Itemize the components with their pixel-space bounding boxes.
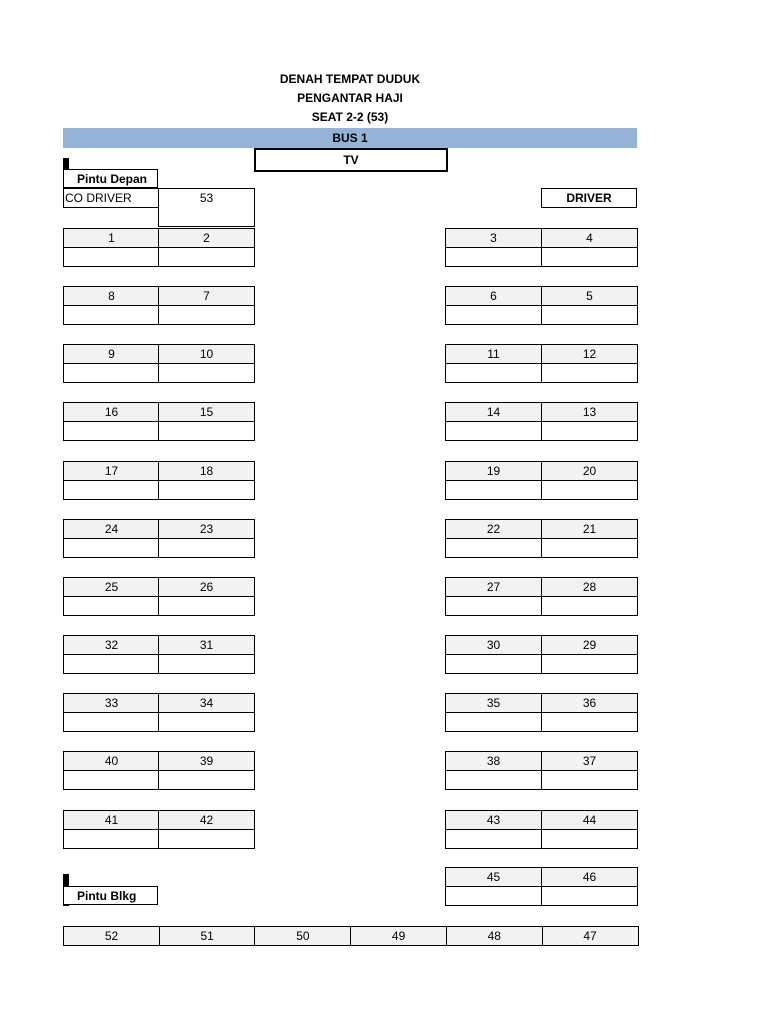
seat-name-field[interactable] xyxy=(63,829,160,849)
seat-name-field[interactable] xyxy=(445,363,542,383)
seat-name-field[interactable] xyxy=(63,596,160,616)
seat-number: 35 xyxy=(445,693,542,713)
back-seat-number[interactable]: 50 xyxy=(254,926,351,946)
seat-number: 37 xyxy=(541,751,638,771)
seat-name-field[interactable] xyxy=(63,538,160,558)
seat-name-field[interactable] xyxy=(158,247,255,267)
seat-number: 10 xyxy=(158,344,255,364)
seat-number: 15 xyxy=(158,402,255,422)
seat-name-field[interactable] xyxy=(445,480,542,500)
seat-name-field[interactable] xyxy=(158,538,255,558)
seat-name-field[interactable] xyxy=(63,480,160,500)
seat-number: 21 xyxy=(541,519,638,539)
seat-name-field[interactable] xyxy=(158,421,255,441)
seat-number: 40 xyxy=(63,751,160,771)
seat-name-field[interactable] xyxy=(158,305,255,325)
seat-number: 2 xyxy=(158,228,255,248)
seat-name-field[interactable] xyxy=(445,829,542,849)
seat-name-field[interactable] xyxy=(541,538,638,558)
seat-name-field[interactable] xyxy=(541,712,638,732)
bus-label: BUS 1 xyxy=(63,128,637,148)
seat-name-field[interactable] xyxy=(541,421,638,441)
seat-number: 44 xyxy=(541,810,638,830)
seat-number: 13 xyxy=(541,402,638,422)
seat-name-field[interactable] xyxy=(541,247,638,267)
seat-number: 16 xyxy=(63,402,160,422)
seat-name-field[interactable] xyxy=(158,480,255,500)
seat-number: 8 xyxy=(63,286,160,306)
seat-name-field[interactable] xyxy=(541,886,638,906)
seat-number: 22 xyxy=(445,519,542,539)
seat-number: 25 xyxy=(63,577,160,597)
seat-number: 27 xyxy=(445,577,542,597)
seat-name-field[interactable] xyxy=(541,654,638,674)
seat-53-name[interactable] xyxy=(158,207,255,227)
seat-number: 20 xyxy=(541,461,638,481)
seat-name-field[interactable] xyxy=(63,363,160,383)
seat-number: 4 xyxy=(541,228,638,248)
seat-name-field[interactable] xyxy=(445,770,542,790)
seat-name-field[interactable] xyxy=(445,654,542,674)
seat-name-field[interactable] xyxy=(445,596,542,616)
back-seat-number[interactable]: 51 xyxy=(159,926,256,946)
seat-number: 36 xyxy=(541,693,638,713)
seat-number: 24 xyxy=(63,519,160,539)
seat-name-field[interactable] xyxy=(445,538,542,558)
seat-number: 33 xyxy=(63,693,160,713)
seat-number: 31 xyxy=(158,635,255,655)
seat-name-field[interactable] xyxy=(541,480,638,500)
seat-name-field[interactable] xyxy=(63,247,160,267)
seat-name-field[interactable] xyxy=(541,363,638,383)
seat-name-field[interactable] xyxy=(445,247,542,267)
seat-number: 9 xyxy=(63,344,160,364)
seat-number: 19 xyxy=(445,461,542,481)
seat-name-field[interactable] xyxy=(541,829,638,849)
seat-number: 23 xyxy=(158,519,255,539)
seat-name-field[interactable] xyxy=(445,305,542,325)
seat-number: 17 xyxy=(63,461,160,481)
seat-number: 32 xyxy=(63,635,160,655)
seat-number: 14 xyxy=(445,402,542,422)
co-driver-label: CO DRIVER xyxy=(63,188,159,208)
seat-number: 11 xyxy=(445,344,542,364)
seat-name-field[interactable] xyxy=(445,712,542,732)
seat-number: 5 xyxy=(541,286,638,306)
seat-number: 3 xyxy=(445,228,542,248)
back-seat-number[interactable]: 48 xyxy=(446,926,543,946)
front-door-label: Pintu Depan xyxy=(63,169,158,188)
seat-name-field[interactable] xyxy=(445,421,542,441)
seat-name-field[interactable] xyxy=(541,770,638,790)
back-seat-number[interactable]: 49 xyxy=(350,926,447,946)
seat-number: 29 xyxy=(541,635,638,655)
seat-name-field[interactable] xyxy=(158,596,255,616)
seat-number: 6 xyxy=(445,286,542,306)
seat-53[interactable]: 53 xyxy=(158,188,255,208)
seat-config: SEAT 2-2 (53) xyxy=(311,110,389,124)
driver-label: DRIVER xyxy=(541,188,637,208)
back-seat-number[interactable]: 52 xyxy=(63,926,160,946)
seat-number: 7 xyxy=(158,286,255,306)
page-subtitle: PENGANTAR HAJI xyxy=(297,91,403,105)
back-seat-number[interactable]: 47 xyxy=(542,926,639,946)
seat-number: 26 xyxy=(158,577,255,597)
seat-name-field[interactable] xyxy=(63,654,160,674)
seat-name-field[interactable] xyxy=(158,654,255,674)
seat-number: 46 xyxy=(541,867,638,887)
seat-name-field[interactable] xyxy=(445,886,542,906)
seat-number: 39 xyxy=(158,751,255,771)
seat-name-field[interactable] xyxy=(63,305,160,325)
seat-name-field[interactable] xyxy=(63,421,160,441)
seat-name-field[interactable] xyxy=(63,770,160,790)
seat-number: 42 xyxy=(158,810,255,830)
seat-number: 18 xyxy=(158,461,255,481)
page-title: DENAH TEMPAT DUDUK xyxy=(279,72,421,86)
seat-number: 1 xyxy=(63,228,160,248)
seat-name-field[interactable] xyxy=(158,363,255,383)
seat-number: 41 xyxy=(63,810,160,830)
seat-number: 34 xyxy=(158,693,255,713)
seat-name-field[interactable] xyxy=(541,596,638,616)
seat-name-field[interactable] xyxy=(158,712,255,732)
seat-number: 45 xyxy=(445,867,542,887)
seat-number: 28 xyxy=(541,577,638,597)
seat-number: 12 xyxy=(541,344,638,364)
seat-number: 43 xyxy=(445,810,542,830)
seat-name-field[interactable] xyxy=(541,305,638,325)
rear-door-label: Pintu Blkg xyxy=(63,886,158,905)
seat-number: 38 xyxy=(445,751,542,771)
tv-label: TV xyxy=(254,148,448,172)
seat-name-field[interactable] xyxy=(63,712,160,732)
seat-name-field[interactable] xyxy=(158,770,255,790)
seat-name-field[interactable] xyxy=(158,829,255,849)
seat-number: 30 xyxy=(445,635,542,655)
